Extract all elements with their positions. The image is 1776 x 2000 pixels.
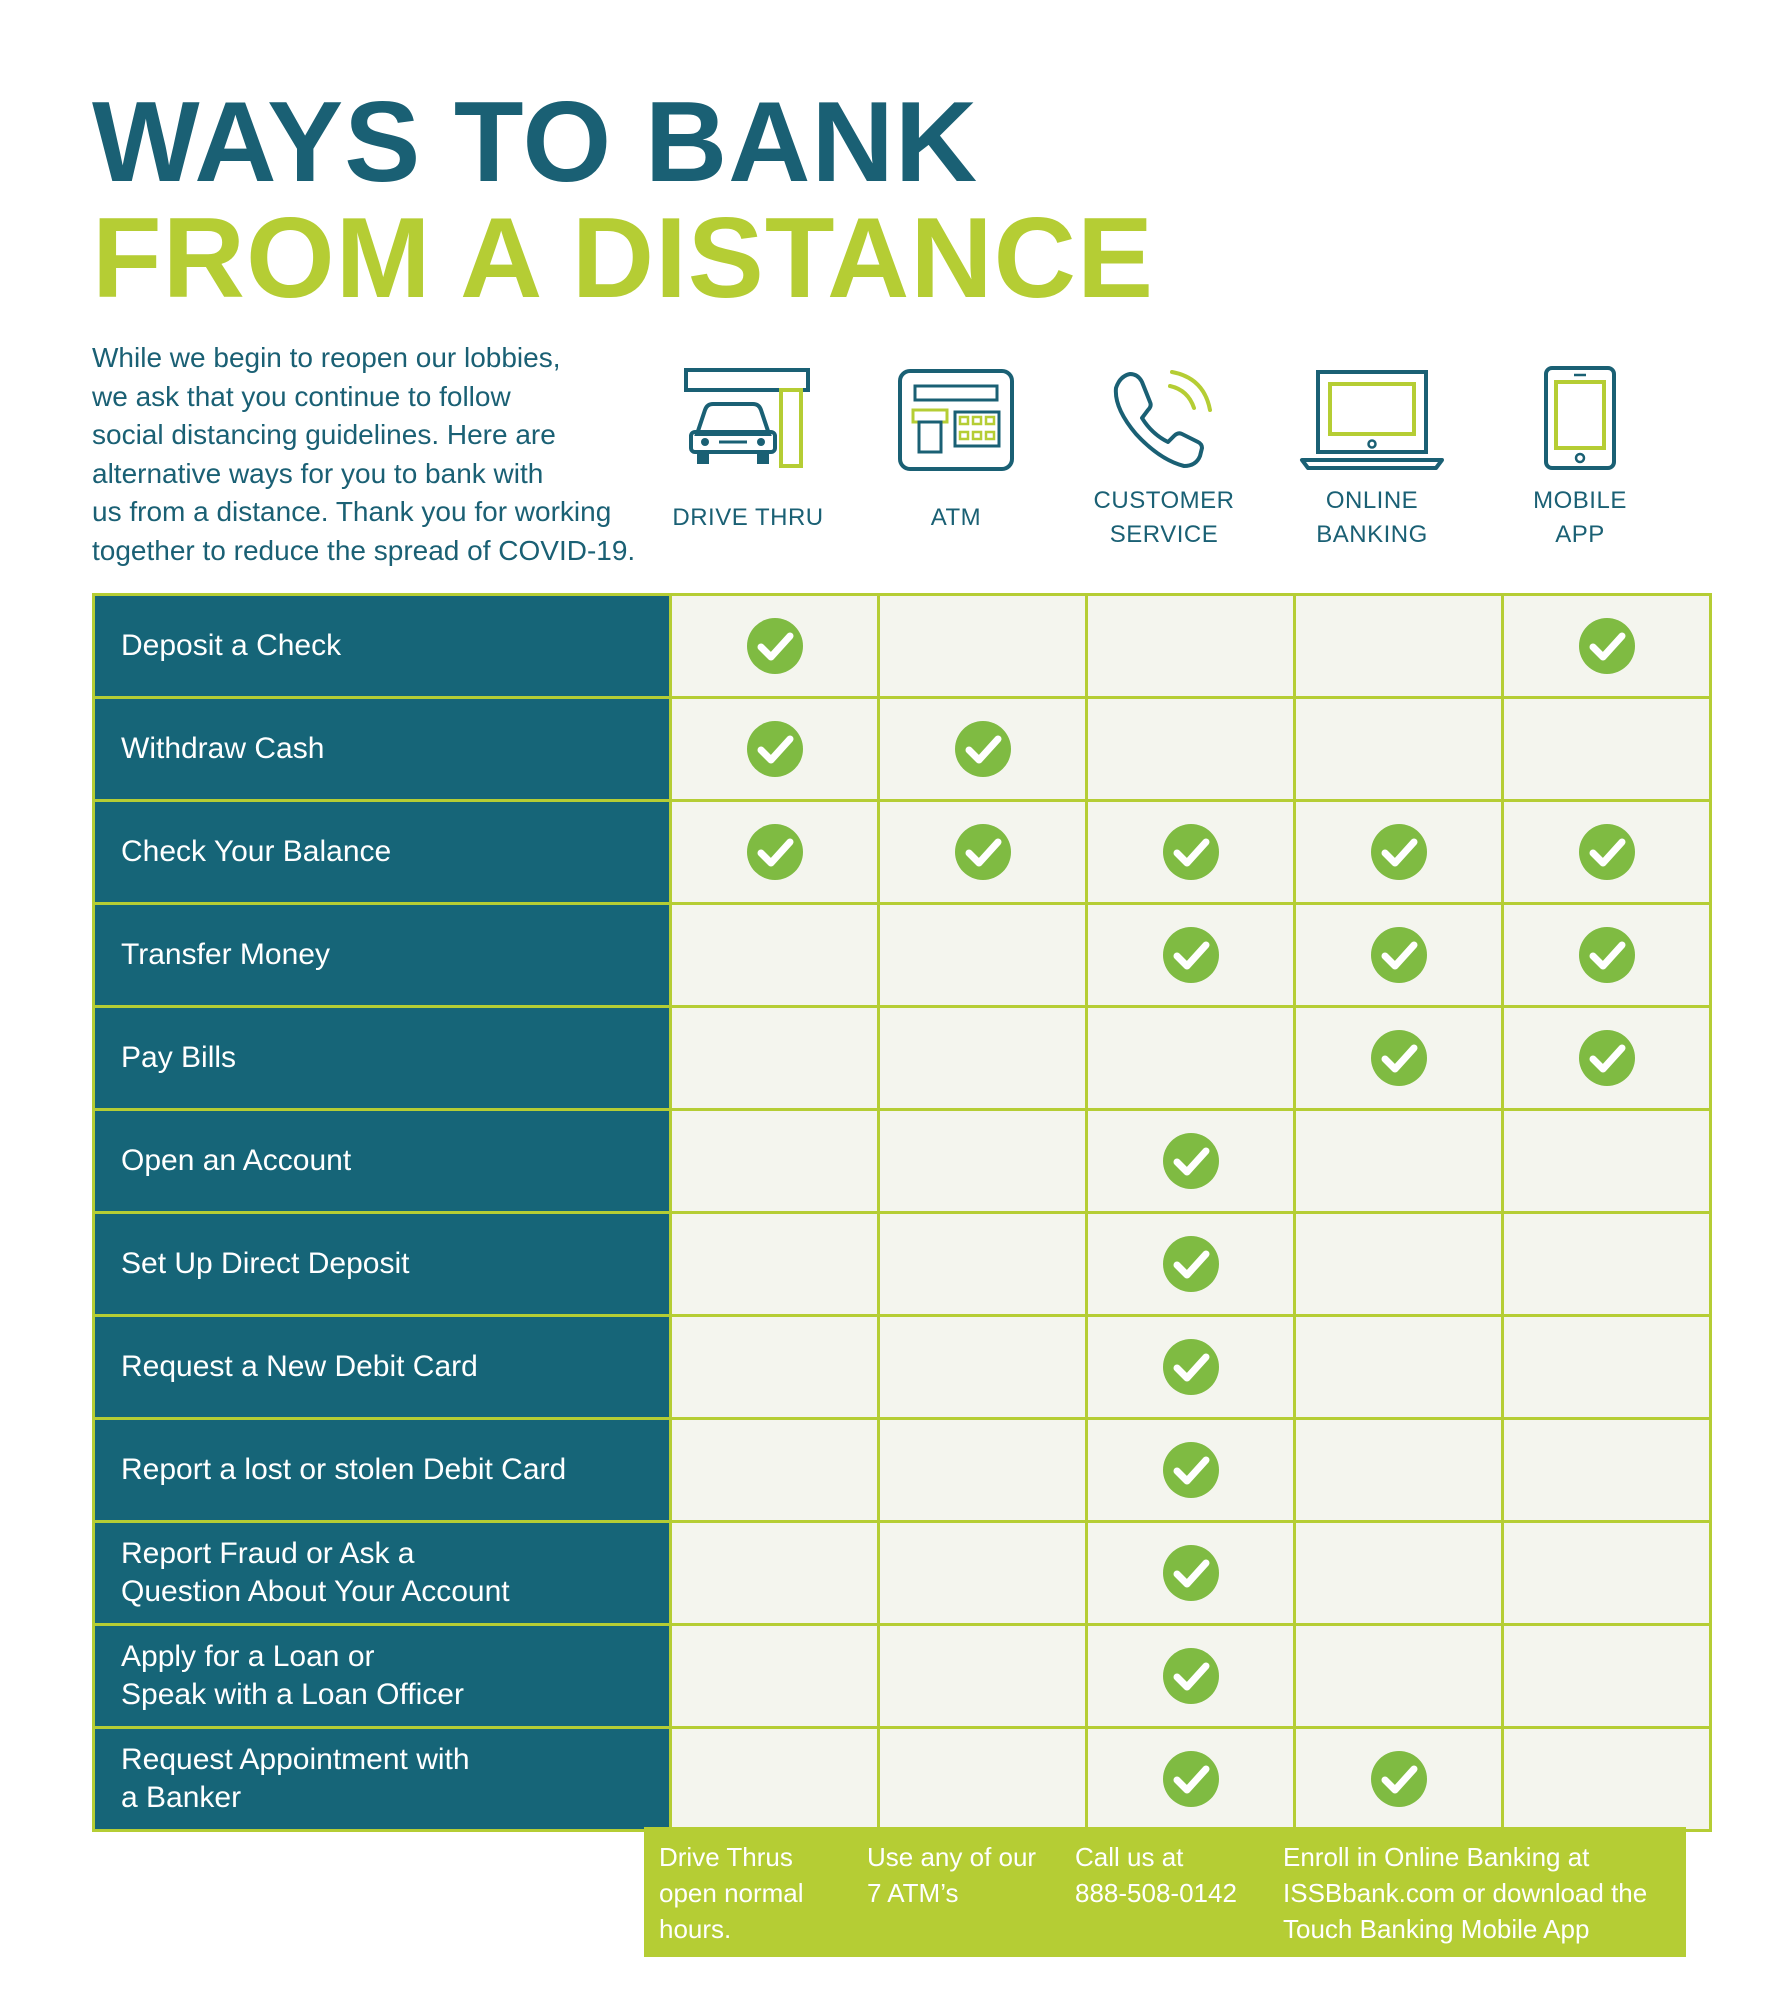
- cell-drive-thru: [671, 698, 879, 801]
- table-row: [94, 698, 1711, 801]
- checkmark-icon: [953, 822, 1013, 882]
- cell-online-banking: [1295, 1625, 1503, 1728]
- cell-mobile-app: [1503, 1007, 1711, 1110]
- footer-note-customer-service: Call us at 888-508-0142: [1075, 1842, 1237, 1908]
- cell-mobile-app: [1503, 801, 1711, 904]
- cell-customer-service: [1087, 698, 1295, 801]
- column-label: MOBILE APP: [1533, 487, 1627, 548]
- table-row: [94, 595, 1711, 698]
- column-label: ONLINE BANKING: [1316, 487, 1428, 548]
- cell-drive-thru: [671, 1110, 879, 1213]
- table-row: [94, 1522, 1711, 1625]
- cell-atm: [879, 1625, 1087, 1728]
- cell-drive-thru: [671, 1625, 879, 1728]
- cell-drive-thru: [671, 1728, 879, 1831]
- checkmark-icon: [1369, 1749, 1429, 1809]
- cell-mobile-app: [1503, 1728, 1711, 1831]
- cell-atm: [879, 1007, 1087, 1110]
- table-row: [94, 1625, 1711, 1728]
- cell-online-banking: [1295, 801, 1503, 904]
- row-label: Pay Bills: [94, 1007, 671, 1110]
- cell-atm: [879, 1316, 1087, 1419]
- cell-customer-service: [1087, 1522, 1295, 1625]
- cell-mobile-app: [1503, 698, 1711, 801]
- row-label: Transfer Money: [94, 904, 671, 1007]
- checkmark-icon: [1161, 822, 1221, 882]
- column-header-customer-service: [1060, 360, 1268, 552]
- checkmark-icon: [745, 719, 805, 779]
- checkmark-icon: [1161, 1749, 1221, 1809]
- title-line-2: FROM A DISTANCE: [92, 195, 1155, 322]
- cell-drive-thru: [671, 1316, 879, 1419]
- row-label: Open an Account: [94, 1110, 671, 1213]
- checkmark-icon: [1369, 925, 1429, 985]
- table-row: [94, 1419, 1711, 1522]
- cell-mobile-app: [1503, 595, 1711, 698]
- table-row: [94, 1213, 1711, 1316]
- cell-drive-thru: [671, 1007, 879, 1110]
- checkmark-icon: [1577, 1028, 1637, 1088]
- phone-icon: [1108, 364, 1220, 472]
- row-label: Request a New Debit Card: [94, 1316, 671, 1419]
- cell-atm: [879, 1213, 1087, 1316]
- checkmark-icon: [1161, 1440, 1221, 1500]
- checkmark-icon: [1369, 1028, 1429, 1088]
- checkmark-icon: [1577, 925, 1637, 985]
- banking-options-table: [92, 593, 1712, 1832]
- checkmark-icon: [1161, 1543, 1221, 1603]
- footer-note-drive-thru: Drive Thrus open normal hours.: [659, 1842, 804, 1944]
- checkmark-icon: [1161, 925, 1221, 985]
- checkmark-icon: [1369, 822, 1429, 882]
- table-row: [94, 1007, 1711, 1110]
- row-label: Set Up Direct Deposit: [94, 1213, 671, 1316]
- table-row: [94, 801, 1711, 904]
- table-row: [94, 1316, 1711, 1419]
- cell-customer-service: [1087, 904, 1295, 1007]
- footer-note-atm: Use any of our 7 ATM’s: [867, 1842, 1037, 1908]
- checkmark-icon: [745, 822, 805, 882]
- checkmark-icon: [745, 616, 805, 676]
- column-label: DRIVE THRU: [672, 504, 824, 531]
- checkmark-icon: [1161, 1234, 1221, 1294]
- cell-online-banking: [1295, 1419, 1503, 1522]
- checkmark-icon: [1161, 1131, 1221, 1191]
- cell-drive-thru: [671, 1522, 879, 1625]
- footer-notes-bar: [644, 1827, 1686, 1957]
- cell-online-banking: [1295, 1007, 1503, 1110]
- table-row: [94, 1110, 1711, 1213]
- cell-mobile-app: [1503, 1419, 1711, 1522]
- cell-atm: [879, 904, 1087, 1007]
- cell-customer-service: [1087, 595, 1295, 698]
- cell-drive-thru: [671, 801, 879, 904]
- cell-online-banking: [1295, 904, 1503, 1007]
- cell-atm: [879, 801, 1087, 904]
- column-label: CUSTOMER SERVICE: [1093, 487, 1235, 548]
- footer-note-online-mobile: Enroll in Online Banking at ISSBbank.com or download the Touch Banking Mobile App: [1283, 1842, 1648, 1944]
- row-label: Apply for a Loan or Speak with a Loan Officer: [94, 1625, 671, 1728]
- row-label: Check Your Balance: [94, 801, 671, 904]
- row-label: Request Appointment with a Banker: [94, 1728, 671, 1831]
- intro-text: While we begin to reopen our lobbies, we ask that you continue to follow social distancing guidelines. Here are alternative ways for you to bank with us from a distance. Thank you for working together to reduce the spread of COVID-19.: [92, 342, 636, 566]
- cell-customer-service: [1087, 1419, 1295, 1522]
- cell-customer-service: [1087, 1728, 1295, 1831]
- cell-online-banking: [1295, 1213, 1503, 1316]
- cell-customer-service: [1087, 1007, 1295, 1110]
- checkmark-icon: [953, 719, 1013, 779]
- cell-atm: [879, 698, 1087, 801]
- cell-mobile-app: [1503, 1213, 1711, 1316]
- cell-drive-thru: [671, 595, 879, 698]
- table-row: [94, 904, 1711, 1007]
- column-header-online-banking: [1268, 360, 1476, 552]
- column-header-mobile-app: [1476, 360, 1684, 552]
- cell-online-banking: [1295, 595, 1503, 698]
- cell-atm: [879, 1522, 1087, 1625]
- table-row: [94, 1728, 1711, 1831]
- cell-atm: [879, 1110, 1087, 1213]
- cell-drive-thru: [671, 1419, 879, 1522]
- cell-customer-service: [1087, 801, 1295, 904]
- cell-customer-service: [1087, 1213, 1295, 1316]
- cell-customer-service: [1087, 1316, 1295, 1419]
- atm-icon: [897, 368, 1015, 472]
- cell-online-banking: [1295, 1728, 1503, 1831]
- column-header-atm: [852, 360, 1060, 552]
- checkmark-icon: [1161, 1646, 1221, 1706]
- cell-atm: [879, 595, 1087, 698]
- cell-online-banking: [1295, 698, 1503, 801]
- cell-mobile-app: [1503, 1110, 1711, 1213]
- column-label: ATM: [930, 504, 982, 531]
- cell-drive-thru: [671, 904, 879, 1007]
- cell-mobile-app: [1503, 904, 1711, 1007]
- cell-mobile-app: [1503, 1625, 1711, 1728]
- checkmark-icon: [1577, 616, 1637, 676]
- row-label: Withdraw Cash: [94, 698, 671, 801]
- cell-online-banking: [1295, 1316, 1503, 1419]
- checkmark-icon: [1161, 1337, 1221, 1397]
- drive-thru-icon: [683, 360, 813, 472]
- smartphone-icon: [1542, 364, 1618, 472]
- row-label: Report Fraud or Ask a Question About Your Account: [94, 1522, 671, 1625]
- row-label: Report a lost or stolen Debit Card: [94, 1419, 671, 1522]
- row-label: Deposit a Check: [94, 595, 671, 698]
- cell-atm: [879, 1728, 1087, 1831]
- title-line-1: WAYS TO BANK: [92, 79, 979, 206]
- cell-customer-service: [1087, 1110, 1295, 1213]
- cell-drive-thru: [671, 1213, 879, 1316]
- checkmark-icon: [1577, 822, 1637, 882]
- laptop-icon: [1298, 368, 1446, 472]
- cell-online-banking: [1295, 1522, 1503, 1625]
- column-header-drive-thru: [644, 360, 852, 552]
- cell-customer-service: [1087, 1625, 1295, 1728]
- cell-online-banking: [1295, 1110, 1503, 1213]
- cell-mobile-app: [1503, 1522, 1711, 1625]
- cell-mobile-app: [1503, 1316, 1711, 1419]
- cell-atm: [879, 1419, 1087, 1522]
